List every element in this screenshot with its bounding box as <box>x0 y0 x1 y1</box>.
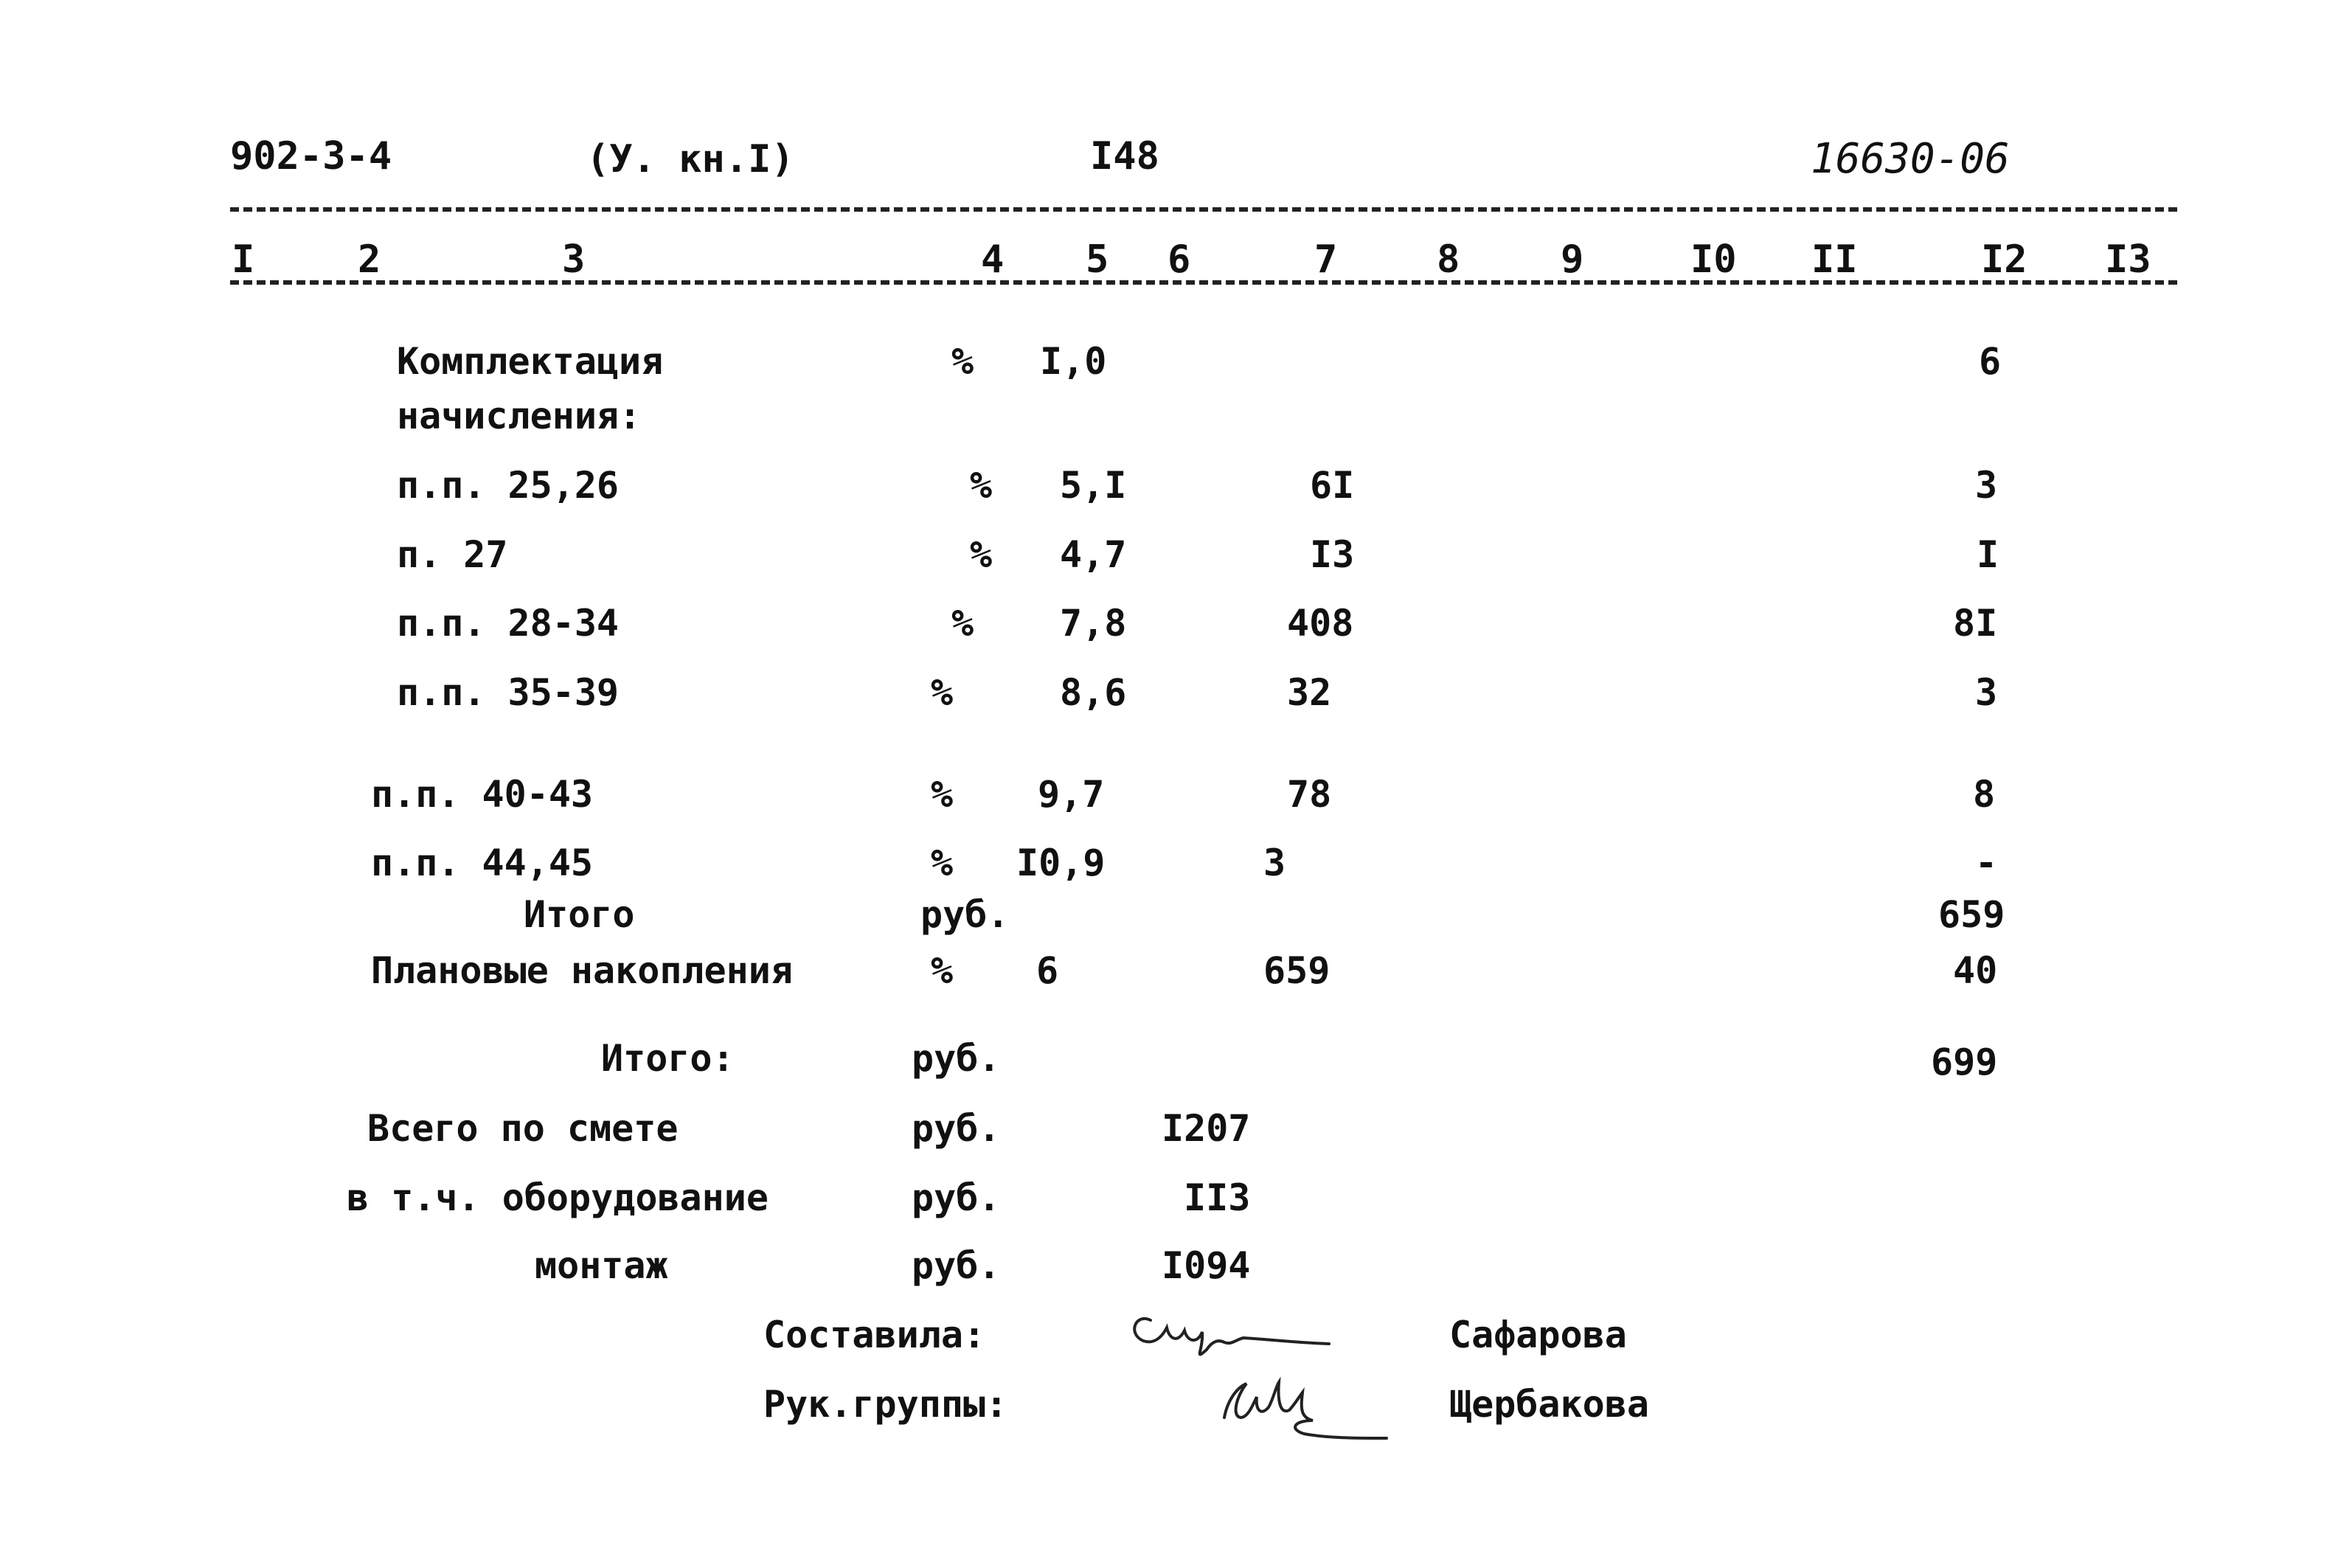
row-unit: % <box>931 842 954 884</box>
row-unit: % <box>931 949 954 992</box>
row-name: начисления: <box>397 395 642 437</box>
column-number: 5 <box>1086 237 1109 282</box>
row-name: Плановые накопления <box>371 949 793 992</box>
signature-mark <box>1121 1298 1342 1364</box>
row-sum: 659 <box>1938 893 2005 936</box>
row-unit: % <box>951 602 974 645</box>
row-name: Всего по смете <box>367 1107 679 1150</box>
column-number: I3 <box>2105 237 2151 282</box>
row-base: 32 <box>1287 671 1332 714</box>
row-unit: руб. <box>912 1176 1001 1219</box>
row-rate: I0,9 <box>1016 842 1106 884</box>
row-name: монтаж <box>535 1244 668 1287</box>
row-name: п.п. 35-39 <box>397 671 620 714</box>
row-unit: руб. <box>912 1037 1001 1080</box>
row-sum: 3 <box>1975 671 1998 714</box>
column-number: 7 <box>1314 237 1338 282</box>
row-base: 408 <box>1287 602 1354 645</box>
column-number: I2 <box>1981 237 2027 282</box>
row-base: 659 <box>1263 949 1331 992</box>
total-label: Итого: <box>601 1037 735 1080</box>
row-unit: руб. <box>912 1107 1001 1150</box>
header-divider <box>230 207 2177 212</box>
row-rate: 6 <box>1036 949 1059 992</box>
row-rate: 8,6 <box>1060 671 1127 714</box>
row-name: п.п. 25,26 <box>397 464 620 507</box>
row-rate: 4,7 <box>1060 533 1127 576</box>
row-rate: 7,8 <box>1060 602 1127 645</box>
row-unit: % <box>970 464 993 507</box>
column-number: 3 <box>562 237 586 282</box>
column-number: II <box>1811 237 1858 282</box>
row-unit: % <box>931 671 954 714</box>
subtotal-label: Итого <box>524 893 635 936</box>
row-unit: % <box>931 773 954 816</box>
row-base: II3 <box>1184 1176 1251 1219</box>
row-sum: 3 <box>1975 464 1998 507</box>
row-base: I094 <box>1162 1244 1251 1287</box>
row-unit: руб. <box>912 1244 1001 1287</box>
row-sum: - <box>1975 842 1998 884</box>
row-name: п.п. 28-34 <box>397 602 620 645</box>
column-number: 6 <box>1168 237 1191 282</box>
row-unit: % <box>951 340 974 383</box>
row-sum: 8I <box>1953 602 1998 645</box>
row-name: п.п. 44,45 <box>371 842 594 884</box>
row-base: I3 <box>1310 533 1355 576</box>
page-number: I48 <box>1090 134 1159 178</box>
row-name: п.п. 40-43 <box>371 773 594 816</box>
row-base: 3 <box>1263 842 1286 884</box>
row-sum: I <box>1977 533 1999 576</box>
column-number: I0 <box>1690 237 1737 282</box>
row-sum: 6 <box>1979 340 2002 383</box>
row-name: п. 27 <box>397 533 508 576</box>
group-head-label: Рук.группы: <box>763 1383 1008 1426</box>
compiled-by-name: Сафарова <box>1449 1314 1627 1356</box>
column-number: 4 <box>981 237 1005 282</box>
group-head-name: Щербакова <box>1449 1383 1649 1426</box>
row-unit: руб. <box>920 893 1010 936</box>
document-code: 902-3-4 <box>230 134 392 178</box>
document-number: 16630-06 <box>1811 135 2010 183</box>
volume-label: (У. кн.I) <box>586 137 794 181</box>
row-base: 6I <box>1310 464 1355 507</box>
row-rate: 5,I <box>1060 464 1127 507</box>
row-rate: I,0 <box>1040 340 1107 383</box>
signature-mark <box>1202 1364 1394 1446</box>
row-base: 78 <box>1287 773 1332 816</box>
column-number: 8 <box>1437 237 1460 282</box>
row-sum: 40 <box>1953 949 1998 992</box>
compiled-by-label: Составила: <box>763 1314 986 1356</box>
row-name: Комплектация <box>397 340 664 383</box>
column-number: 2 <box>358 237 381 282</box>
row-base: I207 <box>1162 1107 1251 1150</box>
row-name: в т.ч. оборудование <box>347 1176 769 1219</box>
row-sum: 699 <box>1931 1041 1998 1083</box>
row-sum: 8 <box>1973 773 1996 816</box>
column-divider <box>230 280 2177 285</box>
column-number: 9 <box>1561 237 1584 282</box>
column-number: I <box>232 237 255 282</box>
row-rate: 9,7 <box>1038 773 1105 816</box>
row-unit: % <box>970 533 993 576</box>
